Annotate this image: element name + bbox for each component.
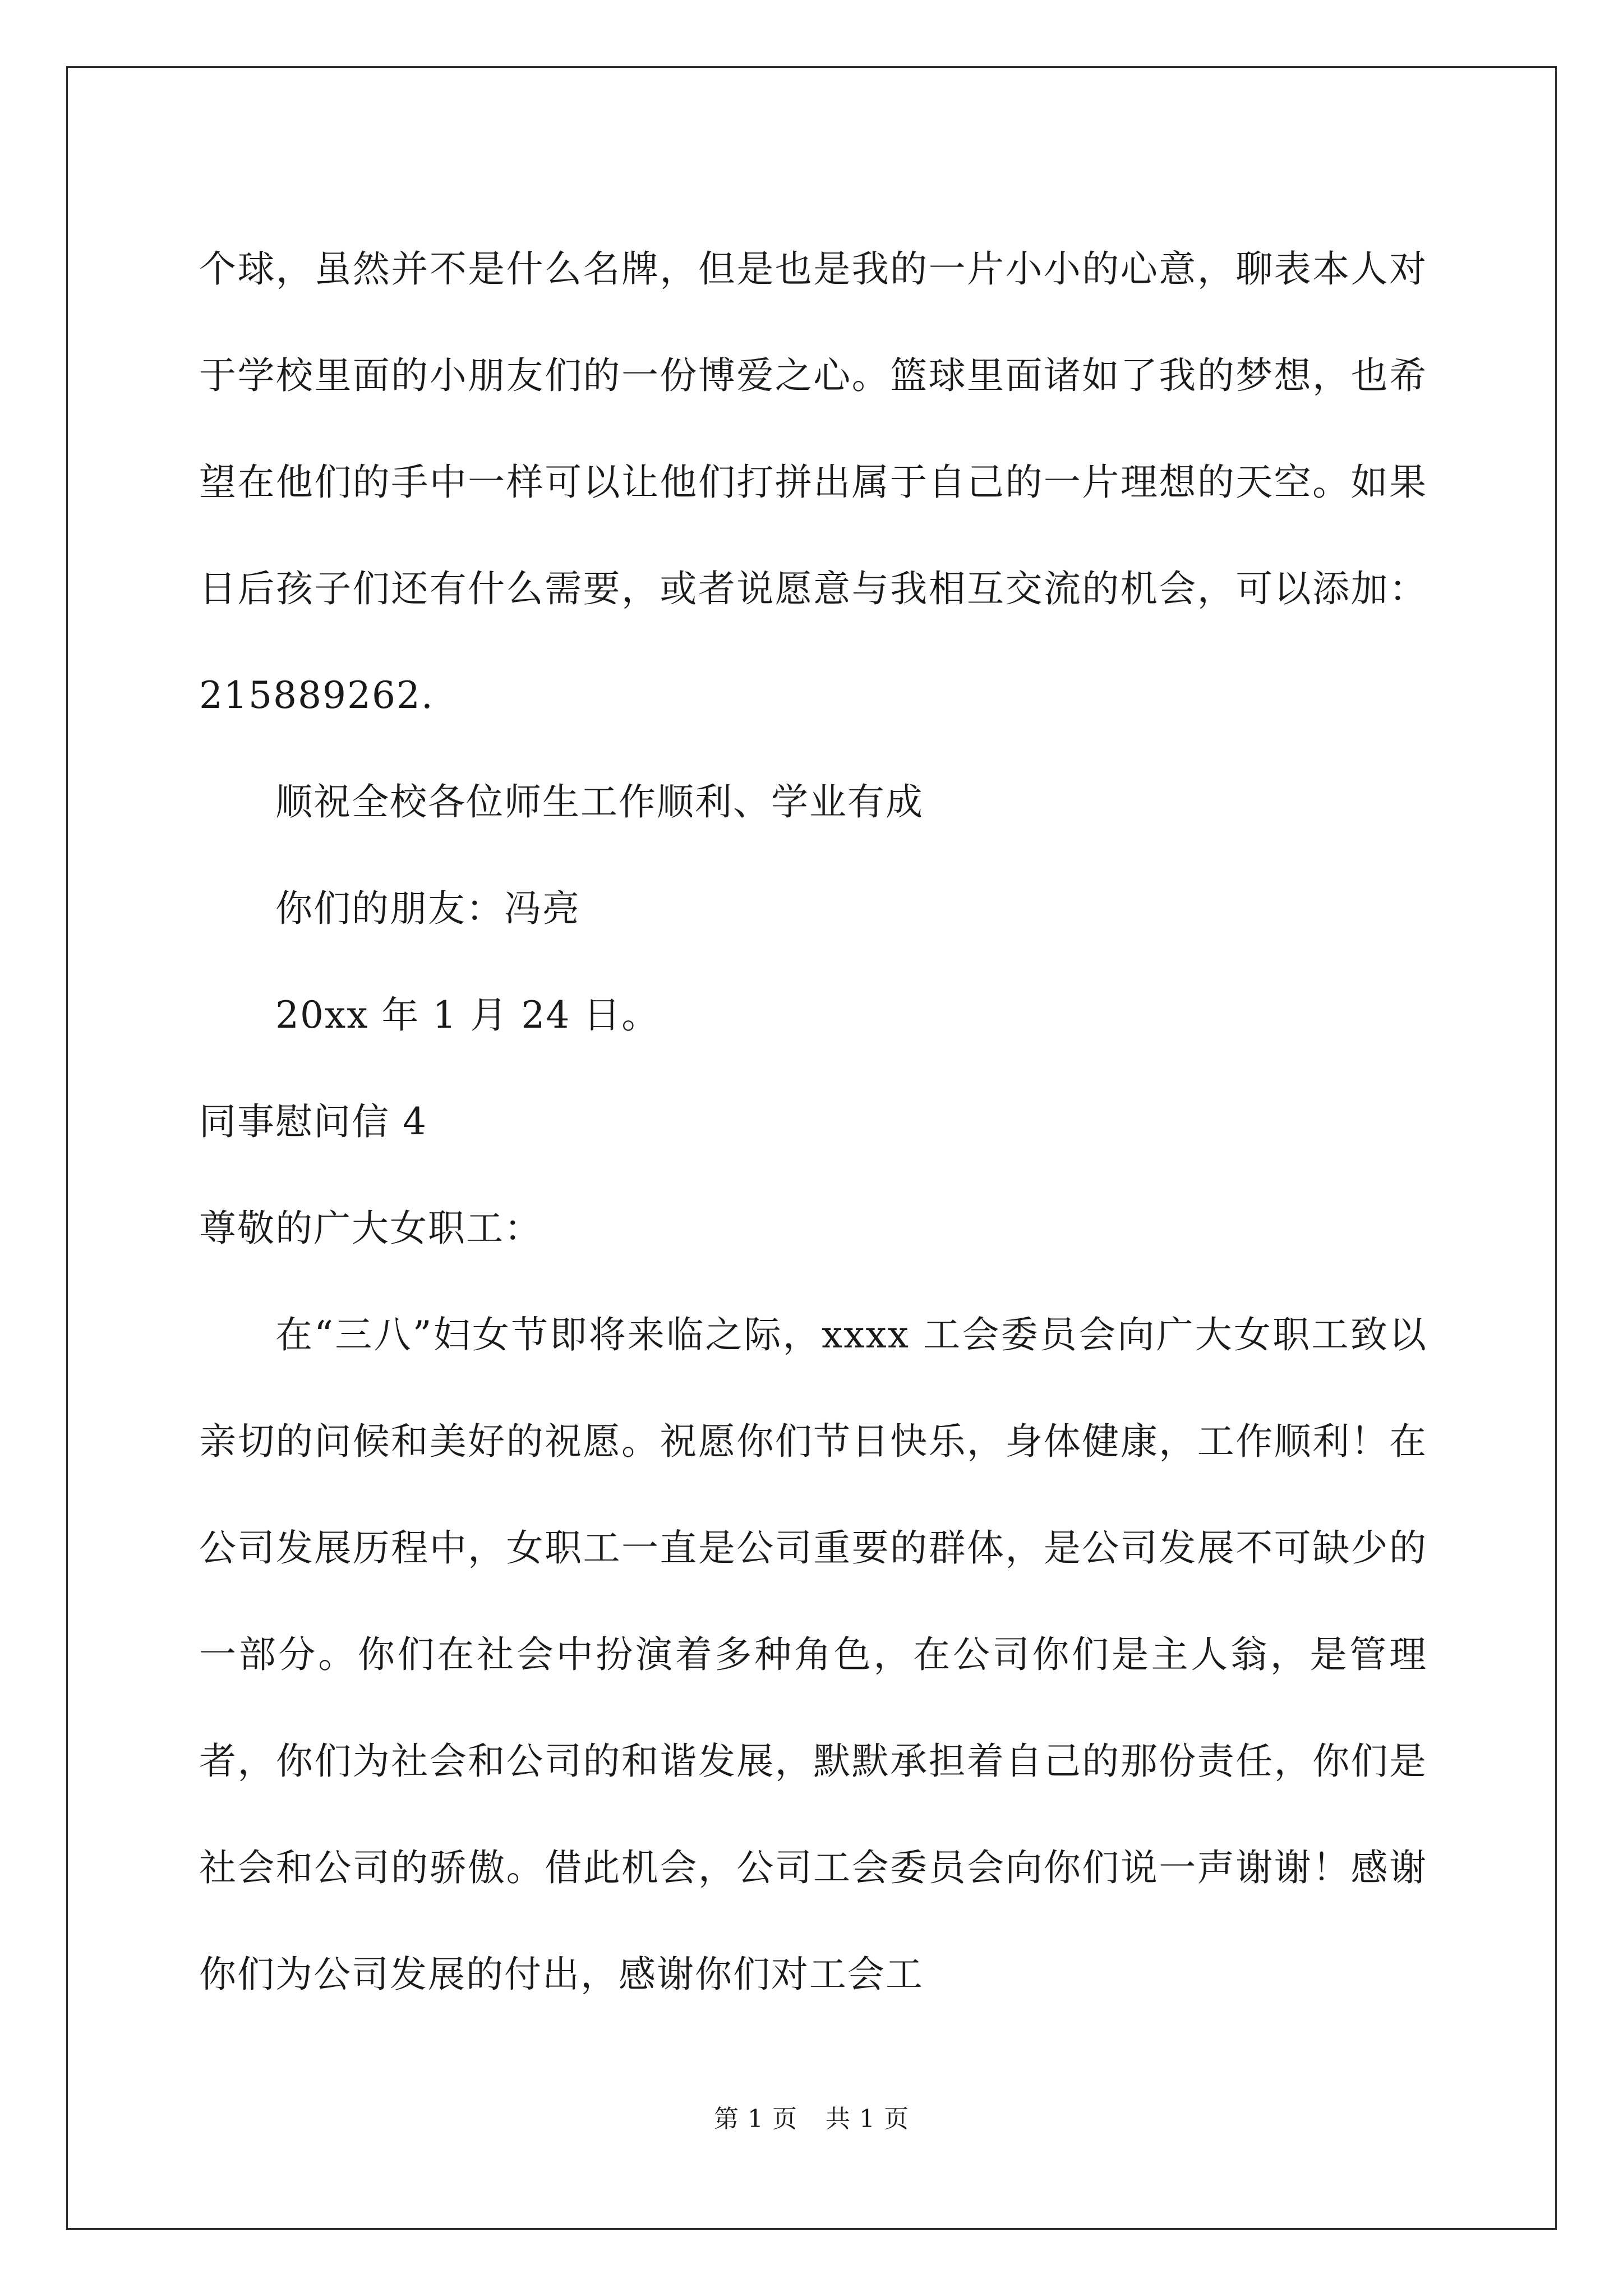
paragraph-body: 在“三八”妇女节即将来临之际，xxxx 工会委员会向广大女职工致以亲切的问候和美好的祝愿。祝愿你们节日快乐，身体健康，工作顺利！在公司发展历程中，女职工一直是公司重要的群体，是公司发展不可缺少的一部分。你们在社会中扮演着多种角色，在公司你们是主人翁，是管理者，你们为社会和公司的和谐发展，默默承担着自己的那份责任，你们是社会和公司的骄傲。借此机会，公司工会委员会向你们说一声谢谢！感谢你们为公司发展的付出，感谢你们对工会工 xyxy=(199,1313,1427,1996)
paragraph-signature: 你们的朋友：冯亮 xyxy=(275,887,580,930)
salutation: 尊敬的广大女职工： xyxy=(199,1207,542,1250)
paragraph-date: 20xx 年 1 月 24 日。 xyxy=(275,993,660,1037)
section-title: 同事慰问信 4 xyxy=(199,1100,427,1143)
page-total: 共 1 页 xyxy=(826,2105,909,2133)
page-number: 第 1 页 xyxy=(714,2105,797,2133)
paragraph-continuation: 个球，虽然并不是什么名牌，但是也是我的一片小小的心意，聊表本人对于学校里面的小朋友们的一份博爱之心。篮球里面诸如了我的梦想，也希望在他们的手中一样可以让他们打拼出属于自己的一片理想的天空。如果日后孩子们还有什么需要，或者说愿意与我相互交流的机会，可以添加：215889262. xyxy=(199,247,1427,717)
paragraph-closing-wish: 顺祝全校各位师生工作顺利、学业有成 xyxy=(275,780,924,823)
page-footer xyxy=(0,2102,1623,2136)
document-body xyxy=(199,216,1427,2028)
